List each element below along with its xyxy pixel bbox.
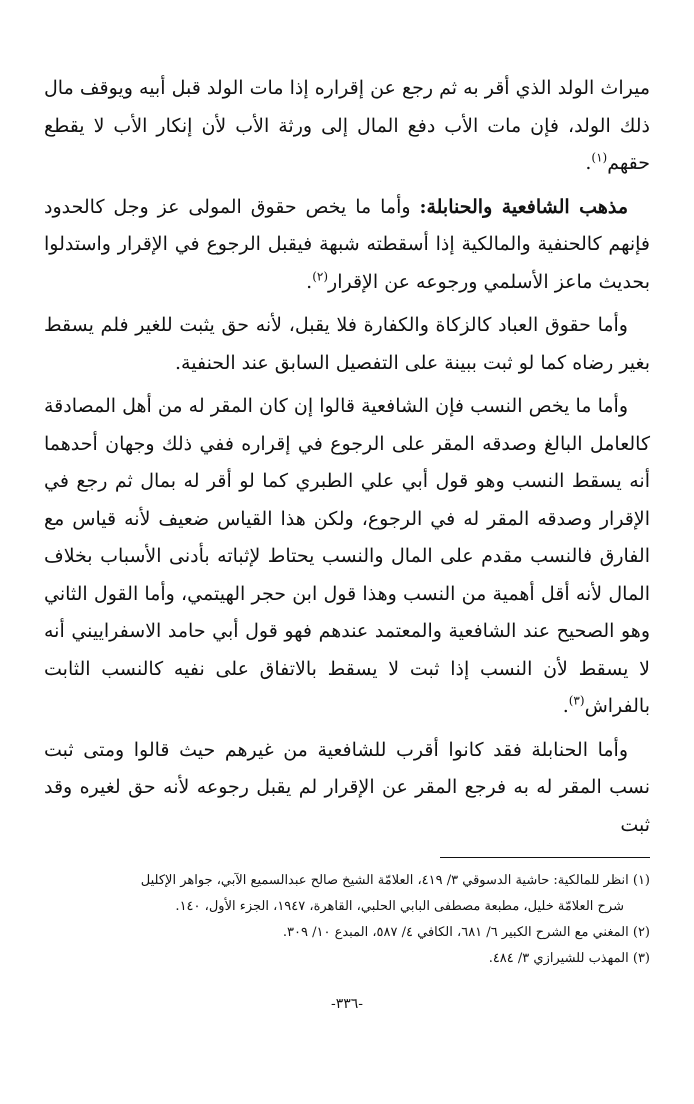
footnote-number: (٢) xyxy=(632,925,650,940)
paragraph-tail: . xyxy=(306,270,313,293)
footnote-text: شرح العلامّة خليل، مطبعة مصطفى البابي الحلبي، القاهرة، ١٩٤٧، الجزء الأول، ١٤٠. xyxy=(175,899,624,914)
paragraph-text: وأما ما يخص حقوق المولى عز وجل كالحدود فإنهم كالحنفية والمالكية إذا أسقطته شبهة فيقبل الرجوع في الإقرار واستدلوا بحديث ماعز الأسلمي ورجوعه عن الإقرار xyxy=(44,195,650,293)
footnote-1-continued xyxy=(44,894,650,920)
paragraph-text: وأما ما يخص النسب فإن الشافعية قالوا إن كان المقر له من أهل المصادقة كالعامل البالغ وصدقه المقر على الرجوع في إقراره ففي ذلك وجهان أحدهما أنه يسقط النسب وهو قول أبي علي الطبري كما لو أقر له بمال ثم رجع في الإقرار وصدقه المقر له في الرجوع، ولكن هذا القياس ضعيف لأنه قياس مع الفارق فالنسب مقدم على المال والنسب يحتاط لإثباته بأدنى الأسباب بخلاف المال لأنه أقل أهمية من النسب وهذا قول ابن حجر الهيتمي، وأما القول الثاني وهو الصحيح عند الشافعية والمعتمد عندهم فهو قول أبي حامد الاسفراييني أنه لا يسقط لأن النسب إذا ثبت لا يسقط بالاتفاق على نفيه كالنسب الثابت بالفراش xyxy=(44,395,650,717)
footnote-1 xyxy=(44,868,650,894)
section-heading: مذهب الشافعية والحنابلة: xyxy=(419,195,628,218)
footnote-2 xyxy=(44,920,650,946)
footnote-text: المغني مع الشرح الكبير ٦/ ٦٨١، الكافي ٤/ ٥٨٧، المبدع ١٠/ ٣٠٩. xyxy=(282,925,629,940)
page-number: -٣٣٦- xyxy=(330,996,364,1012)
paragraph-shafii-hanbali xyxy=(44,189,650,302)
paragraph-text: ميراث الولد الذي أقر به ثم رجع عن إقراره إذا مات الولد قبل أبيه ويوقف مال ذلك الولد، فإن مات الأب دفع المال إلى ورثة الأب لأن إنكار الأب لا يقطع حقهم xyxy=(44,77,650,174)
paragraph-text: وأما حقوق العباد كالزكاة والكفارة فلا يقبل، لأنه حق يثبت للغير فلم يسقط بغير رضاه كما لو ثبت ببينة على التفصيل السابق عند الحنفية. xyxy=(44,314,650,374)
footnote-ref-1: (١) xyxy=(591,150,608,165)
paragraph-tail: . xyxy=(562,695,569,717)
paragraph-rights-of-servants xyxy=(44,307,650,382)
footnote-3 xyxy=(44,946,650,972)
footnotes xyxy=(44,868,650,972)
footnote-divider xyxy=(440,857,650,858)
paragraph-text: وأما الحنابلة فقد كانوا أقرب للشافعية من غيرهم حيث قالوا ومتى ثبت نسب المقر له به فرجع المقر عن الإقرار لم يقبل رجوعه لأنه حق لغيره وقد ثبت xyxy=(44,738,650,836)
footnote-number: (٣) xyxy=(632,951,650,966)
document-body xyxy=(44,70,650,850)
footnote-ref-3: (٣) xyxy=(568,693,585,708)
paragraph-hanbali xyxy=(44,732,650,845)
footnote-text: المهذب للشيرازي ٣/ ٤٨٤. xyxy=(488,951,629,966)
footnote-number: (١) xyxy=(632,873,650,888)
footnote-text: انظر للمالكية: حاشية الدسوقي ٣/ ٤١٩، العلامّة الشيخ صالح عبدالسميع الآبي، جواهر الإكليل xyxy=(140,873,629,888)
footnote-ref-2: (٢) xyxy=(312,269,329,284)
paragraph-inheritance xyxy=(44,70,650,183)
paragraph-tail: . xyxy=(585,152,592,174)
paragraph-lineage xyxy=(44,388,650,726)
